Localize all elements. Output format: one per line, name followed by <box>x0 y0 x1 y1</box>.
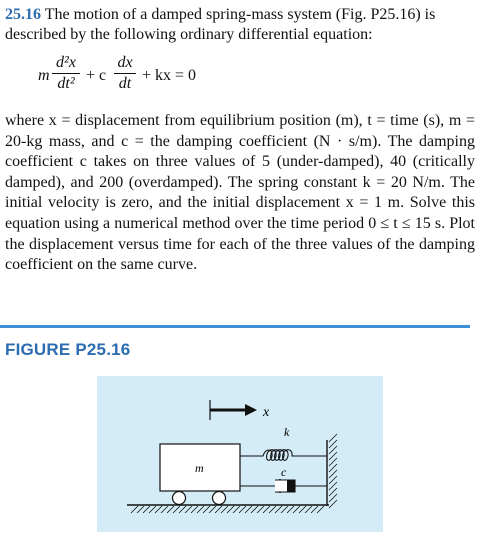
problem-paragraph: where x = displacement from equilibrium position (m), t = time (s), m = 20-kg mass, and c = the damping coefficient (N · s/m). The damping coefficient c takes on three values of 5 (under-damped), 40 (critically damped), and 200 (overdamped). The spring constant k = 20 N/m. The initial velocity is zero, and the initial displacement x = 1 m. Solve this equation using a numerical method over the time period 0 ≤ t ≤ 15 s. Plot the displacement versus time for each of the three values of the damping coefficient on the same curve. <box>5 112 475 274</box>
spring-icon <box>240 450 327 461</box>
eq-dt: dt <box>118 75 132 92</box>
wheel-right-icon <box>213 492 226 505</box>
wheel-left-icon <box>173 492 186 505</box>
eq-second-derivative <box>52 54 80 93</box>
floor-icon <box>127 505 329 513</box>
problem-intro: The motion of a damped spring-mass system (Fig. P25.16) is described by the following ordinary differential equation: <box>5 6 436 43</box>
problem-statement <box>5 5 475 45</box>
figure-label: FIGURE P25.16 <box>5 340 131 359</box>
damping-label: c <box>281 465 287 479</box>
problem-number: 25.16 <box>5 6 41 23</box>
mass-label: m <box>195 461 204 475</box>
wall-icon <box>327 434 337 508</box>
spring-mass-diagram <box>97 376 383 532</box>
eq-dx: dx <box>117 54 133 71</box>
figure-panel <box>97 376 383 532</box>
section-rule <box>0 325 470 328</box>
displacement-arrow-icon <box>210 400 257 420</box>
eq-rest: + kx = 0 <box>142 67 197 84</box>
eq-first-derivative <box>114 54 136 93</box>
damper-icon <box>240 479 327 493</box>
differential-equation <box>38 54 238 100</box>
spring-constant-label: k <box>284 425 290 439</box>
eq-dt2: dt² <box>57 75 75 92</box>
eq-d2x: d²x <box>56 54 76 71</box>
eq-mass: m <box>38 67 50 84</box>
eq-plus-c: + c <box>86 67 107 84</box>
displacement-label: x <box>263 405 270 420</box>
